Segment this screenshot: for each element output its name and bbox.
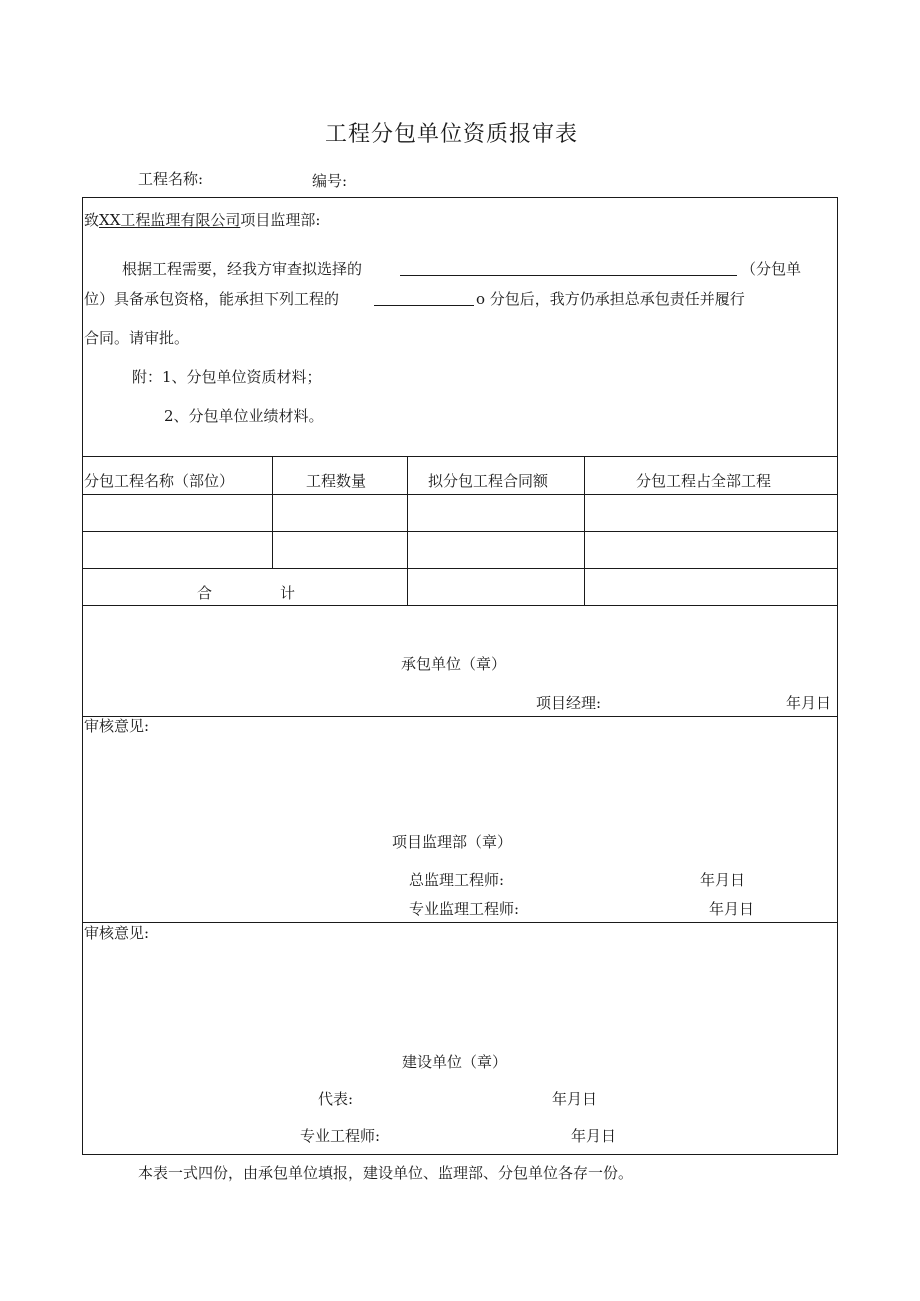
table-top-line	[82, 456, 838, 457]
para-line3: 合同。请审批。	[84, 329, 190, 347]
para-line2-end: o 分包后，我方仍承担总承包责任并履行	[476, 290, 745, 308]
contractor-seal: 承包单位（章）	[401, 655, 507, 673]
para-line1-end: （分包单	[741, 260, 802, 278]
chief-engineer-label: 总监理工程师:	[409, 871, 505, 889]
review1-top-line	[82, 716, 838, 717]
frame-right	[837, 197, 838, 1155]
addressee-line	[84, 213, 320, 228]
work-blank[interactable]	[374, 305, 474, 306]
para-line2-start: 位）具备承包资格，能承担下列工程的	[84, 290, 340, 308]
representative-label: 代表:	[318, 1090, 354, 1108]
review1-label: 审核意见:	[84, 717, 150, 735]
number-label: 编号:	[312, 172, 348, 190]
project-manager-label: 项目经理:	[536, 694, 602, 712]
table-row-line-3	[82, 568, 838, 569]
footer-note: 本表一式四份，由承包单位填报，建设单位、监理部、分包单位各存一份。	[138, 1164, 634, 1182]
total-label-1: 合	[197, 584, 213, 602]
project-name-label: 工程名称:	[138, 170, 204, 188]
representative-date: 年月日	[552, 1090, 598, 1108]
owner-engineer-date: 年月日	[571, 1127, 617, 1145]
table-header-cell: 工程数量	[306, 472, 367, 490]
chief-engineer-date: 年月日	[700, 871, 746, 889]
table-header-cell: 分包工程名称（部位）	[84, 472, 235, 490]
para-line1-start: 根据工程需要，经我方审查拟选择的	[122, 260, 363, 278]
supervision-dept-seal: 项目监理部（章）	[392, 833, 513, 851]
table-col-line-3	[584, 456, 585, 606]
table-header-cell: 分包工程占全部工程	[636, 472, 772, 490]
attachment-1: 附：1、分包单位资质材料；	[132, 368, 322, 386]
table-row-line-2	[82, 531, 838, 532]
review2-label: 审核意见:	[84, 924, 150, 942]
table-col-line-2	[407, 456, 408, 606]
review2-top-line	[82, 922, 838, 923]
addressee-prefix: 致	[84, 211, 100, 229]
table-row-line-1	[82, 494, 838, 495]
table-header-cell: 拟分包工程合同额	[428, 472, 549, 490]
page-title: 工程分包单位资质报审表	[325, 122, 579, 147]
addressee-suffix: 项目监理部:	[240, 211, 321, 229]
owner-engineer-label: 专业工程师:	[300, 1127, 381, 1145]
owner-seal: 建设单位（章）	[402, 1053, 508, 1071]
table-col-line-1	[272, 456, 273, 569]
total-label-2: 计	[280, 584, 296, 602]
frame-top	[82, 197, 838, 198]
frame-left	[82, 197, 83, 1155]
specialist-engineer-label: 专业监理工程师:	[409, 900, 520, 918]
table-bottom-line	[82, 605, 838, 606]
contractor-date: 年月日	[786, 694, 832, 712]
supervisor-company: XX工程监理有限公司	[99, 211, 241, 229]
attachment-2: 2、分包单位业绩材料。	[164, 407, 324, 425]
frame-bottom	[82, 1154, 838, 1155]
subcontractor-blank[interactable]	[400, 275, 737, 276]
specialist-engineer-date: 年月日	[709, 900, 755, 918]
